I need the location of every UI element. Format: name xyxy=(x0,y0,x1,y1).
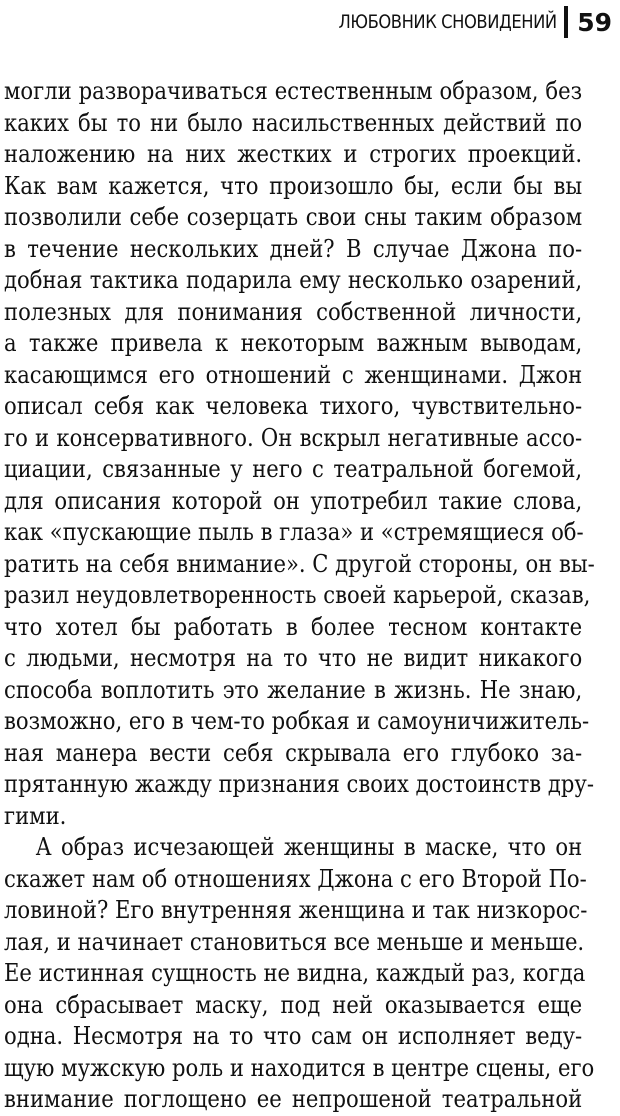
text-line: ловиной? Его внутренняя женщина и так низкорос- xyxy=(4,896,588,924)
text-line: наложению на них жестких и строгих проекций. xyxy=(4,140,583,168)
text-line: способа воплотить это желание в жизнь. Не знаю, xyxy=(4,675,583,704)
text-line: щую мужскую роль и находится в центре сцены, его xyxy=(4,1053,595,1082)
text-line: позволили себе созерцать свои сны таким образом xyxy=(4,203,583,231)
text-line: циации, связанные у него с театральной богемой, xyxy=(4,455,583,483)
text-line: она сбрасывает маску, под ней оказывается еще xyxy=(4,990,583,1019)
text-line: добная тактика подарила ему несколько озарений, xyxy=(4,266,583,294)
running-header xyxy=(303,6,612,38)
text-line: А образ исчезающей женщины в маске, что он xyxy=(35,833,583,861)
text-line: касающимся его отношений с женщинами. Джон xyxy=(4,360,583,389)
header-divider xyxy=(564,6,568,38)
text-line: скажет нам об отношениях Джона с его Второй По- xyxy=(4,864,587,893)
text-line: каких бы то ни было насильственных действий по xyxy=(4,108,583,137)
text-line: возможно, его в чем-то робкая и самоуничижитель- xyxy=(4,707,590,735)
text-line: лая, и начинает становиться все меньше и меньше. xyxy=(4,927,585,956)
text-line: а также привела к некоторым важным выводам, xyxy=(4,329,583,357)
text-line: ратить на себя внимание». С другой стороны, он вы- xyxy=(4,549,595,578)
text-line: разил неудовлетворенность своей карьерой, сказав, xyxy=(4,581,591,609)
text-line: в течение нескольких дней? В случае Джона по- xyxy=(4,234,583,263)
text-line: полезных для понимания собственной личности, xyxy=(4,297,583,326)
text-line: ная манера вести себя скрывала его глубоко за- xyxy=(4,738,583,767)
text-line: могли разворачиваться естественным образом, без xyxy=(4,77,583,105)
text-line: Ее истинная сущность не видна, каждый раз, когда xyxy=(4,959,586,987)
text-line: с людьми, несмотря на то что не видит никакого xyxy=(4,644,583,672)
text-line: Как вам кажется, что произошло бы, если бы вы xyxy=(4,171,583,200)
body-text xyxy=(4,76,595,1116)
text-line: что хотел бы работать в более тесном контакте xyxy=(4,612,583,641)
text-line: внимание поглощено ее непрошеной театральной xyxy=(4,1085,583,1113)
text-line: для описания которой он употребил такие слова, xyxy=(4,486,583,515)
text-line: описал себя как человека тихого, чувствительно- xyxy=(4,392,583,420)
text-line: прятанную жажду признания своих достоинств дру- xyxy=(4,770,594,798)
page-number: 59 xyxy=(577,7,612,37)
text-line: как «пускающие пыль в глаза» и «стремящиеся об- xyxy=(4,518,584,546)
text-line: го и консервативного. Он вскрыл негативные ассо- xyxy=(4,423,583,452)
running-title: ЛЮБОВНИК СНОВИДЕНИЙ xyxy=(338,11,557,33)
text-line: гими. xyxy=(4,801,67,830)
text-line: одна. Несмотря на то что сам он исполняет веду- xyxy=(4,1022,583,1050)
